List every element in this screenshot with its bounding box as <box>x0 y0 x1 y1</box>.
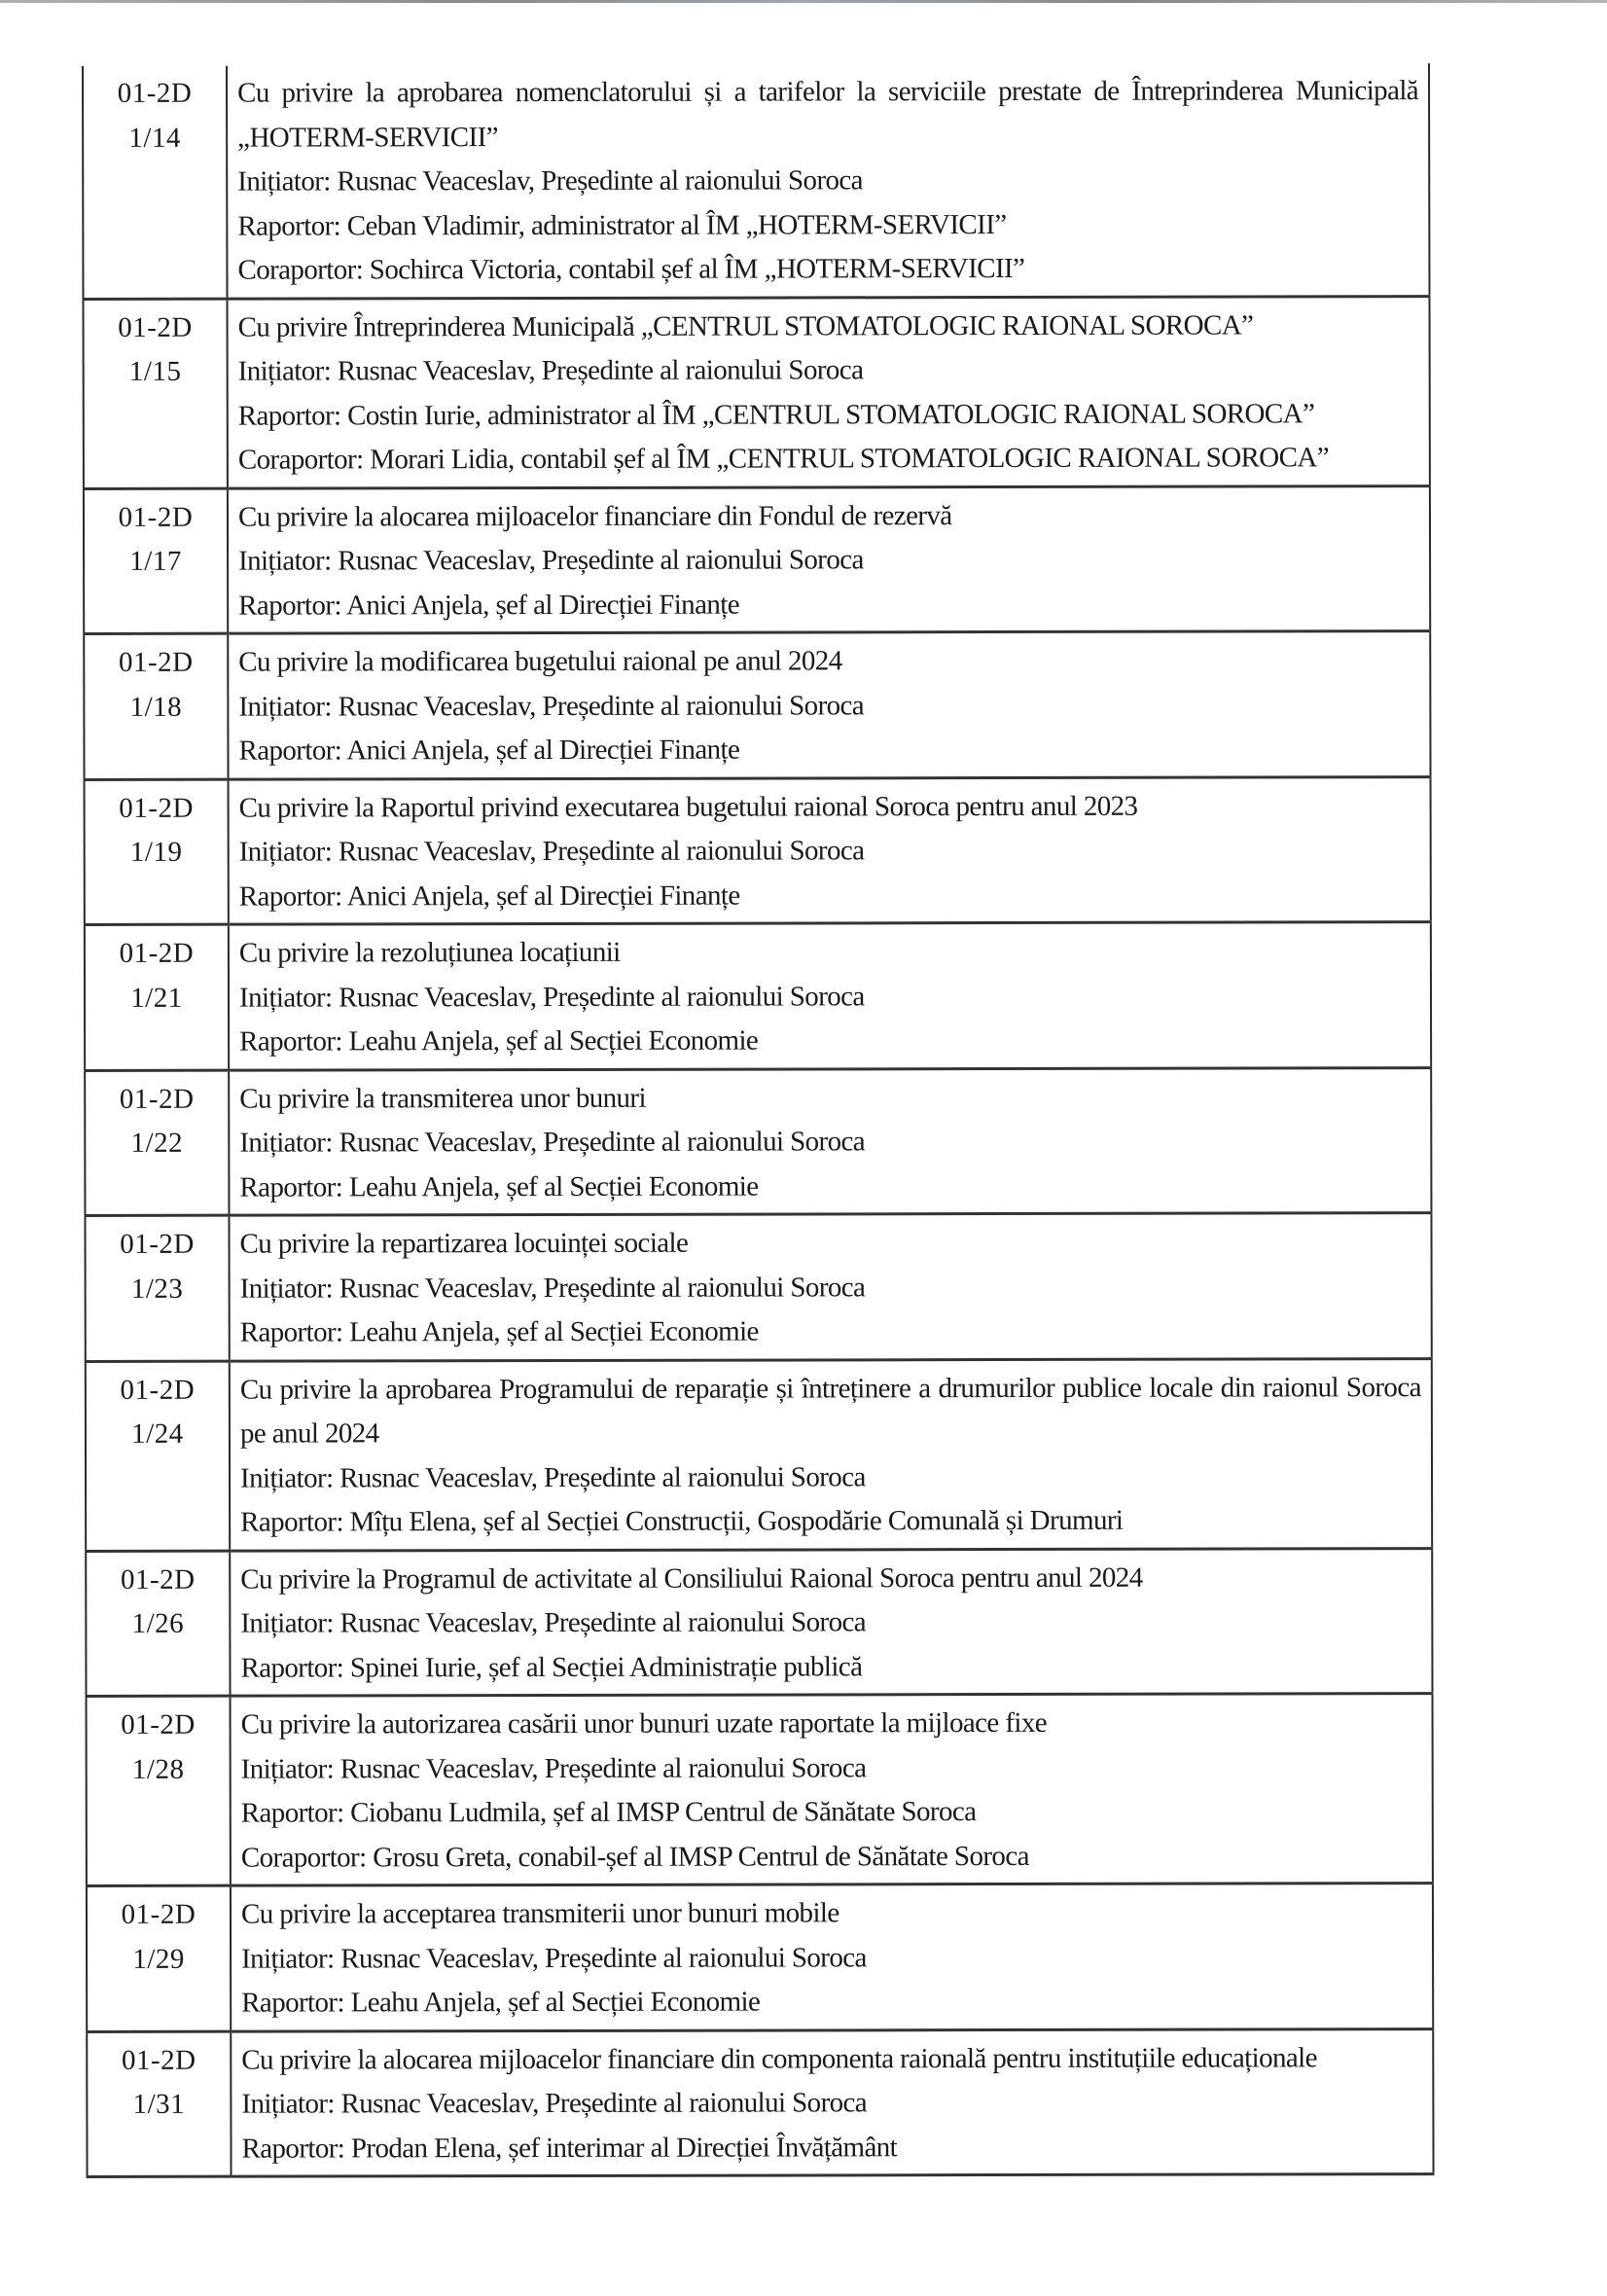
decision-code-cell <box>84 488 228 634</box>
decision-code: 01-2D <box>118 501 194 533</box>
decision-code: 01-2D <box>120 1374 196 1406</box>
decision-initiator: Inițiator: Rusnac Veaceslav, Președinte al raionului Soroca <box>240 1751 867 1785</box>
decision-initiator: Inițiator: Rusnac Veaceslav, Președinte al raionului Soroca <box>240 1606 867 1639</box>
decision-raportor: Raportor: Mîțu Elena, șef al Secției Construcții, Gospodărie Comunală și Drumuri <box>240 1504 1124 1538</box>
decision-code-cell <box>83 66 228 299</box>
decision-title: Cu privire la acceptarea transmiterii unor bunuri mobile <box>240 1897 839 1930</box>
decision-title: Cu privire la aprobarea Programului de reparație și întreținere a drumurilor publice locale din raionul Soroca pe anul 2024 <box>239 1371 1421 1450</box>
agenda-row <box>87 1883 1433 2031</box>
decision-title: Cu privire la autorizarea casării unor bunuri uzate raportate la mijloace fixe <box>240 1706 1048 1740</box>
agenda-table <box>82 63 1435 2178</box>
agenda-row <box>85 776 1431 924</box>
decision-code: 01-2D <box>119 937 195 969</box>
agenda-row <box>85 1067 1431 1215</box>
agenda-row <box>86 1548 1432 1696</box>
agenda-row <box>84 296 1430 488</box>
decision-number: 1/23 <box>130 1273 184 1305</box>
decision-title: Cu privire la repartizarea locuinței sociale <box>239 1227 689 1260</box>
decision-content-cell <box>229 776 1431 924</box>
scan-edge <box>0 0 1607 3</box>
decision-code: 01-2D <box>119 792 194 824</box>
decision-content-cell <box>228 485 1430 633</box>
decision-content-cell <box>228 296 1430 488</box>
decision-number: 1/22 <box>130 1127 184 1159</box>
agenda-row <box>86 1358 1432 1551</box>
decision-code-cell <box>84 299 228 488</box>
decision-content-cell <box>231 1883 1433 2031</box>
decision-raportor: Raportor: Leahu Anjela, șef al Secției Economie <box>239 1024 759 1058</box>
decision-coraportor: Coraportor: Grosu Greta, conabil-șef al IMSP Centrul de Sănătate Soroca <box>240 1840 1029 1874</box>
decision-code: 01-2D <box>117 77 193 109</box>
decision-number: 1/31 <box>132 2088 186 2120</box>
decision-code-cell <box>85 924 229 1070</box>
decision-initiator: Inițiator: Rusnac Veaceslav, Președinte al raionului Soroca <box>238 980 865 1014</box>
decision-raportor: Raportor: Anici Anjela, șef al Direcției Finanțe <box>238 879 740 913</box>
decision-code-cell <box>85 779 229 925</box>
decision-code: 01-2D <box>121 2044 196 2076</box>
decision-initiator: Inițiator: Rusnac Veaceslav, Președinte al raionului Soroca <box>241 1941 867 1975</box>
decision-title: Cu privire la Raportul privind executarea bugetului raional Soroca pentru anul 2023 <box>238 790 1138 824</box>
decision-raportor: Raportor: Anici Anjela, șef al Direcției Finanțe <box>238 589 739 622</box>
decision-coraportor: Coraportor: Morari Lidia, contabil șef al ÎM „CENTRUL STOMATOLOGIC RAIONAL SOROCA” <box>237 442 1330 476</box>
agenda-row <box>87 1694 1433 1886</box>
decision-initiator: Inițiator: Rusnac Veaceslav, Președinte al raionului Soroca <box>237 164 863 197</box>
decision-coraportor: Coraportor: Sochirca Victoria, contabil șef al ÎM „HOTERM-SERVICII” <box>237 252 1025 286</box>
decision-initiator: Inițiator: Rusnac Veaceslav, Președinte al raionului Soroca <box>238 689 865 723</box>
decision-number: 1/24 <box>131 1417 184 1450</box>
decision-number: 1/14 <box>128 122 181 154</box>
decision-number: 1/21 <box>130 982 183 1014</box>
decision-number: 1/29 <box>132 1943 185 1975</box>
decision-initiator: Inițiator: Rusnac Veaceslav, Președinte al raionului Soroca <box>241 2087 868 2120</box>
decision-initiator: Inițiator: Rusnac Veaceslav, Președinte al raionului Soroca <box>238 544 864 577</box>
decision-number: 1/19 <box>129 836 183 868</box>
decision-title: Cu privire la modificarea bugetului raional pe anul 2024 <box>238 645 842 678</box>
decision-raportor: Raportor: Prodan Elena, șef interimar al Direcției Învățământ <box>241 2131 898 2165</box>
decision-code-cell <box>87 2031 231 2177</box>
decision-code: 01-2D <box>120 1228 195 1260</box>
decision-content-cell <box>230 1548 1432 1696</box>
decision-initiator: Inițiator: Rusnac Veaceslav, Președinte al raionului Soroca <box>239 1271 866 1305</box>
decision-number: 1/18 <box>129 691 183 723</box>
decision-code-cell <box>85 1215 229 1361</box>
decision-code: 01-2D <box>121 1708 196 1740</box>
decision-number: 1/17 <box>129 545 182 577</box>
decision-content-cell <box>227 63 1429 299</box>
decision-content-cell <box>229 1213 1431 1361</box>
decision-content-cell <box>229 922 1431 1070</box>
decision-raportor: Raportor: Costin Iurie, administrator al ÎM „CENTRUL STOMATOLOGIC RAIONAL SOROCA” <box>237 397 1315 432</box>
decision-code-cell <box>86 1361 230 1551</box>
agenda-row <box>84 631 1430 779</box>
decision-number: 1/15 <box>128 355 182 387</box>
decision-code: 01-2D <box>121 1898 196 1930</box>
decision-code-cell <box>87 1696 231 1885</box>
decision-content-cell <box>231 2028 1433 2176</box>
decision-title: Cu privire Întreprinderea Municipală „CENTRUL STOMATOLOGIC RAIONAL SOROCA” <box>237 308 1254 343</box>
decision-code: 01-2D <box>119 1083 195 1115</box>
agenda-row <box>85 1213 1431 1361</box>
decision-raportor: Raportor: Leahu Anjela, șef al Secției Economie <box>239 1170 759 1203</box>
decision-code: 01-2D <box>118 646 194 678</box>
decision-raportor: Raportor: Leahu Anjela, șef al Secției Economie <box>241 1986 761 2019</box>
decision-title: Cu privire la transmiterea unor bunuri <box>239 1082 646 1115</box>
decision-content-cell <box>231 1694 1433 1886</box>
decision-content-cell <box>228 631 1430 779</box>
decision-raportor: Raportor: Ceban Vladimir, administrator al ÎM „HOTERM-SERVICII” <box>237 208 1007 242</box>
decision-title: Cu privire la alocarea mijloacelor financiare din componenta raională pentru instituțiile educaționale <box>241 2041 1317 2076</box>
decision-code: 01-2D <box>118 311 193 343</box>
document-page <box>82 63 1435 2178</box>
agenda-row <box>83 63 1429 299</box>
decision-number: 1/26 <box>131 1607 185 1639</box>
decision-content-cell <box>230 1358 1432 1551</box>
decision-code-cell <box>85 1070 229 1216</box>
decision-code-cell <box>84 633 228 779</box>
decision-code: 01-2D <box>120 1563 196 1596</box>
decision-raportor: Raportor: Anici Anjela, șef al Direcției Finanțe <box>238 734 740 767</box>
agenda-row <box>85 922 1431 1070</box>
decision-content-cell <box>229 1067 1431 1215</box>
decision-initiator: Inițiator: Rusnac Veaceslav, Președinte al raionului Soroca <box>237 354 864 387</box>
decision-raportor: Raportor: Leahu Anjela, șef al Secției Economie <box>239 1315 759 1348</box>
agenda-table-body <box>83 63 1434 2176</box>
decision-raportor: Raportor: Spinei Iurie, șef al Secției Administrație publică <box>240 1650 863 1684</box>
decision-initiator: Inițiator: Rusnac Veaceslav, Președinte al raionului Soroca <box>238 835 865 868</box>
decision-code-cell <box>86 1551 230 1697</box>
decision-number: 1/28 <box>131 1753 185 1785</box>
decision-title: Cu privire la alocarea mijloacelor financiare din Fondul de rezervă <box>237 499 952 533</box>
agenda-row <box>84 485 1430 633</box>
decision-title: Cu privire la aprobarea nomenclatorului și a tarifelor la serviciile prestate de Întreprinderea Municipală „HOTERM-SERVICII” <box>237 75 1419 154</box>
decision-code-cell <box>87 1885 231 2031</box>
decision-initiator: Inițiator: Rusnac Veaceslav, Președinte al raionului Soroca <box>239 1126 866 1159</box>
decision-initiator: Inițiator: Rusnac Veaceslav, Președinte al raionului Soroca <box>240 1460 866 1494</box>
decision-title: Cu privire la Programul de activitate al Consiliului Raional Soroca pentru anul 2024 <box>240 1561 1143 1596</box>
decision-raportor: Raportor: Ciobanu Ludmila, șef al IMSP Centrul de Sănătate Soroca <box>240 1796 977 1829</box>
agenda-row <box>87 2028 1433 2176</box>
decision-title: Cu privire la rezoluțiunea locațiunii <box>238 936 621 969</box>
